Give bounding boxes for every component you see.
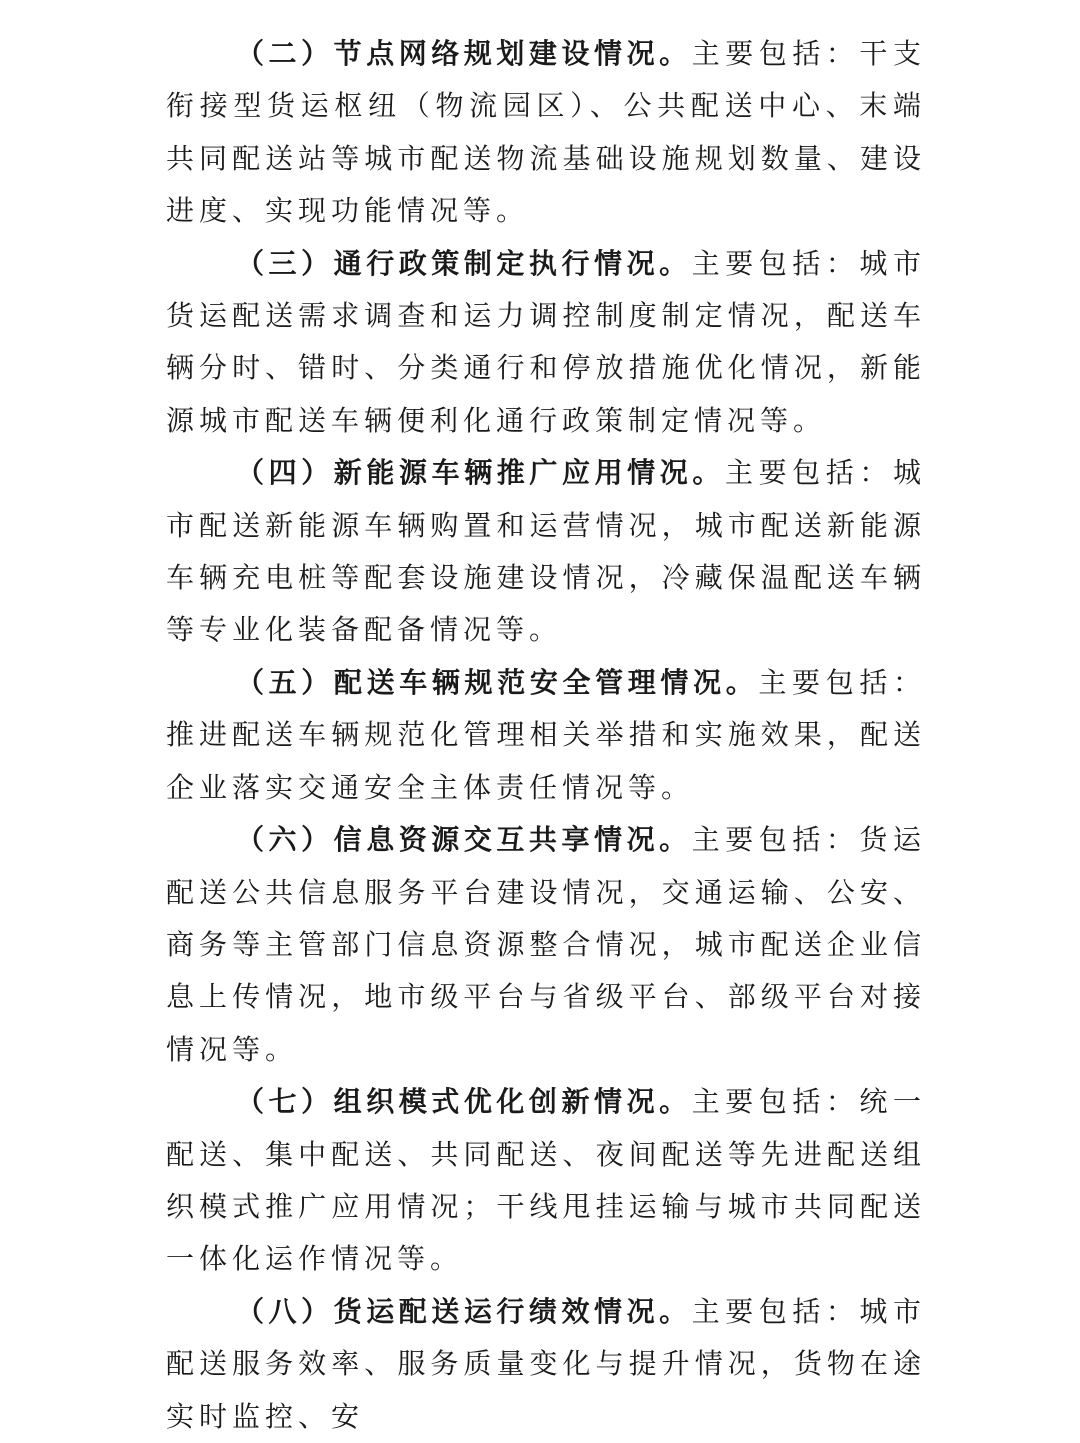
section-8-heading: （八）货运配送运行绩效情况。 [236,1294,692,1328]
section-6-paragraph [166,814,926,1076]
section-3-body: 主要包括：城市货运配送需求调查和运力调控制度制定情况，配送车辆分时、错时、分类通行和停放措施优化情况，新能源城市配送车辆便利化通行政策制定情况等。 [166,246,926,437]
section-3-paragraph [166,238,926,448]
section-5-body: 主要包括：推进配送车辆规范化管理相关举措和实施效果，配送企业落实交通安全主体责任情况等。 [166,665,926,804]
section-5-heading: （五）配送车辆规范安全管理情况。 [236,665,759,699]
section-5-paragraph [166,657,926,814]
section-2-body: 主要包括：干支衔接型货运枢纽（物流园区）、公共配送中心、末端共同配送站等城市配送物流基础设施规划数量、建设进度、实现功能情况等。 [166,37,926,228]
section-3-heading: （三）通行政策制定执行情况。 [236,246,692,280]
section-4-body: 主要包括：城市配送新能源车辆购置和运营情况，城市配送新能源车辆充电桩等配套设施建设情况，冷藏保温配送车辆等专业化装备配备情况等。 [166,456,926,647]
section-7-paragraph [166,1076,926,1286]
document-page [166,28,926,1443]
section-2-heading: （二）节点网络规划建设情况。 [236,37,692,70]
section-7-heading: （七）组织模式优化创新情况。 [236,1085,692,1119]
section-8-body: 主要包括：城市配送服务效率、服务质量变化与提升情况，货物在途实时监控、安 [166,1294,926,1433]
section-8-paragraph [166,1286,926,1443]
section-4-heading: （四）新能源车辆推广应用情况。 [236,456,725,490]
section-2-paragraph [166,28,926,238]
section-6-body: 主要包括：货运配送公共信息服务平台建设情况，交通运输、公安、商务等主管部门信息资源整合情况，城市配送企业信息上传情况，地市级平台与省级平台、部级平台对接情况等。 [166,823,926,1066]
section-7-body: 主要包括：统一配送、集中配送、共同配送、夜间配送等先进配送组织模式推广应用情况；干线甩挂运输与城市共同配送一体化运作情况等。 [166,1085,926,1276]
section-4-paragraph [166,447,926,657]
section-6-heading: （六）信息资源交互共享情况。 [236,823,692,857]
